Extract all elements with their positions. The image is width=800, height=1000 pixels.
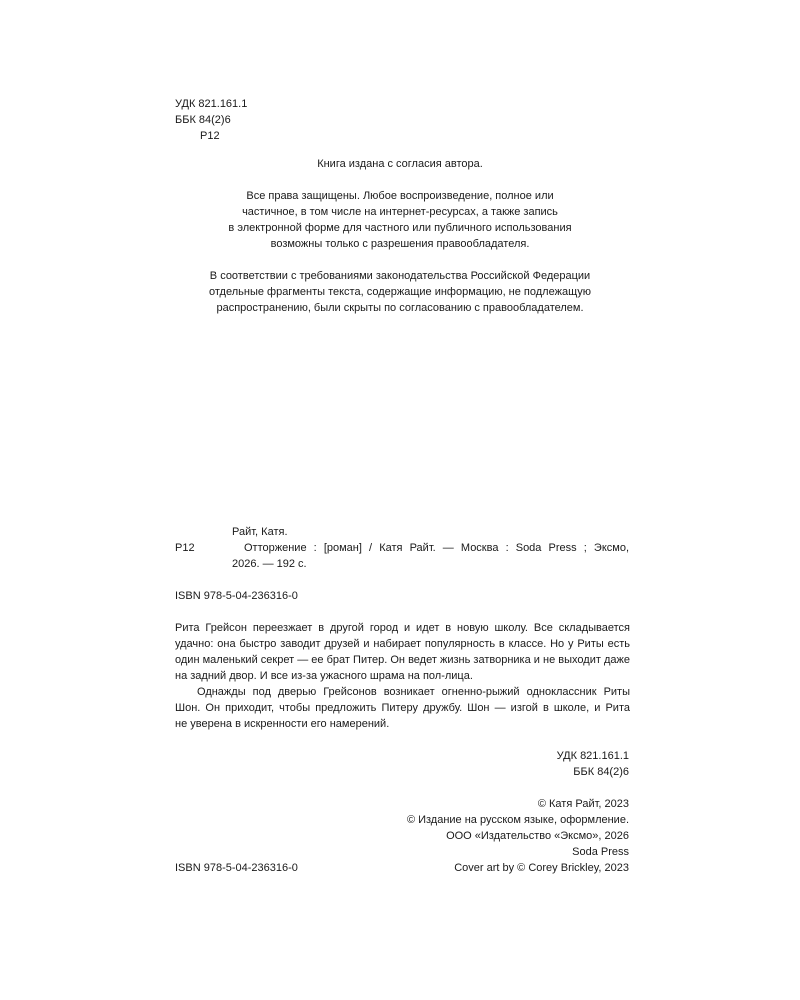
copyright-line: Cover art by © Corey Brickley, 2023 (454, 862, 629, 874)
annotation-line: на задний двор. И все из-за ужасного шрама на пол-лица. (175, 670, 473, 682)
rights-line: частичное, в том числе на интернет-ресурсах, а также запись (242, 206, 558, 218)
annotation-line: Шон. Он приходит, чтобы предложить Питеру дружбу. Шон — изгой в школе, и Рита (175, 702, 630, 714)
bibliographic-description-line2: 2026. — 192 с. (232, 558, 307, 570)
copyright-line: Soda Press (572, 846, 629, 858)
copyright-line: ООО «Издательство «Эксмо», 2026 (446, 830, 629, 842)
rights-notice (0, 188, 800, 252)
copyright-line: © Издание на русском языке, оформление. (406, 814, 629, 826)
rights-line: возможны только с разрешения правообладателя. (270, 238, 530, 250)
rights-line: в электронной форме для частного или публичного использования (228, 222, 572, 234)
annotation-line: один маленький секрет — ее брат Питер. Он ведет жизнь затворника и не выходит даже (175, 654, 630, 666)
isbn: ISBN 978-5-04-236316-0 (175, 590, 298, 602)
bibliographic-sign: Р12 (175, 542, 195, 554)
bibliographic-author: Райт, Катя. (232, 526, 288, 538)
consent-notice (0, 156, 800, 172)
rights-line: Все права защищены. Любое воспроизведение, полное или (246, 190, 554, 202)
law-line: отдельные фрагменты текста, содержащие информацию, не подлежащую (209, 286, 591, 298)
footer-codes (557, 748, 629, 780)
law-line: распространению, были скрыты по согласованию с правообладателем. (216, 302, 584, 314)
footer-udk: УДК 821.161.1 (556, 750, 629, 762)
copyright-line: © Катя Райт, 2023 (537, 798, 629, 810)
law-line: В соответствии с требованиями законодательства Российской Федерации (209, 270, 591, 282)
bibliographic-description-line1: Отторжение : [роман] / Катя Райт. — Москва : Soda Press ; Эксмо, (244, 542, 629, 554)
annotation-line: удачно: она быстро заводит друзей и набирает популярность в классе. Но у Риты есть (175, 638, 630, 650)
classification-codes (175, 96, 247, 144)
law-notice (0, 268, 800, 316)
footer-bbk: ББК 84(2)6 (573, 766, 629, 778)
bbk-code: ББК 84(2)6 (175, 114, 231, 126)
footer-isbn: ISBN 978-5-04-236316-0 (175, 862, 298, 874)
annotation (175, 620, 630, 732)
udk-code: УДК 821.161.1 (175, 98, 248, 110)
consent-line: Книга издана с согласия автора. (317, 158, 483, 170)
annotation-line: Рита Грейсон переезжает в другой город и идет в новую школу. Все складывается (175, 622, 630, 634)
author-sign: Р12 (200, 130, 220, 142)
copyright-block (407, 796, 629, 876)
annotation-line: не уверена в искренности его намерений. (175, 718, 390, 730)
annotation-line: Однажды под дверью Грейсонов возникает огненно-рыжий одноклассник Риты (197, 686, 630, 698)
